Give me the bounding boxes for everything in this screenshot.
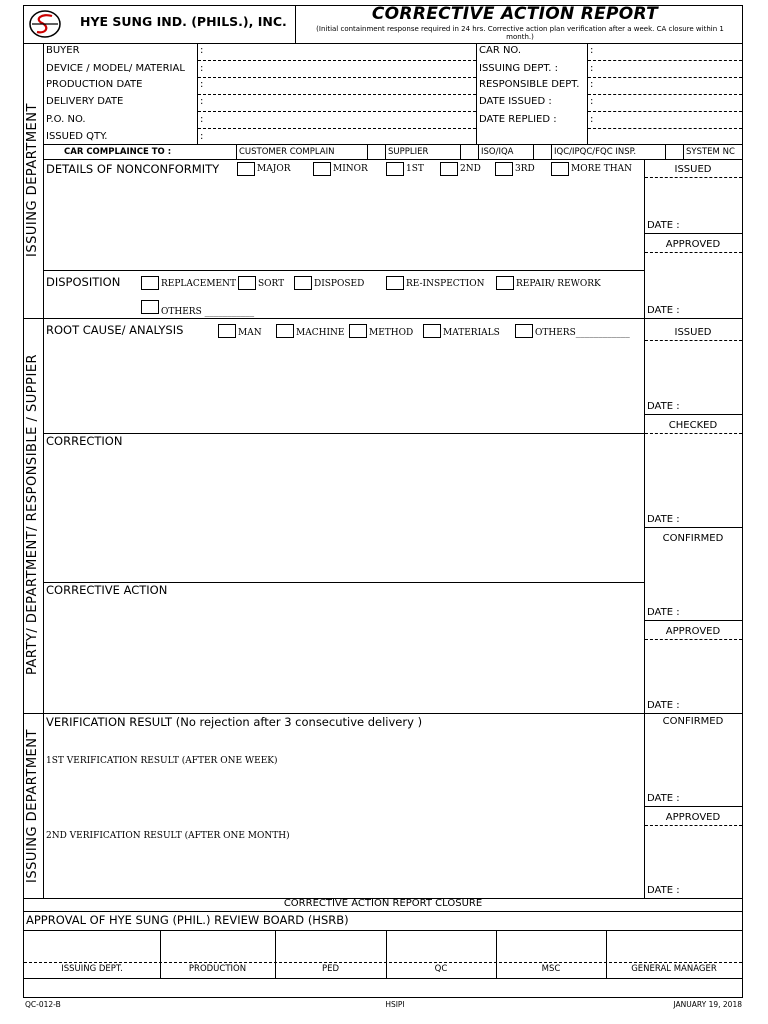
closure-title: CORRECTIVE ACTION REPORT CLOSURE [283, 898, 483, 909]
date-issued-label: DATE ISSUED : [479, 96, 552, 107]
disposed-checkbox[interactable] [294, 276, 312, 290]
po-no-field[interactable] [198, 128, 476, 129]
third-checkbox[interactable] [495, 162, 513, 176]
general-manager-signature[interactable]: GENERAL MANAGER [631, 964, 717, 974]
checked-signoff-label: CHECKED [668, 420, 718, 431]
date-replied-label: DATE REPLIED : [479, 114, 557, 125]
car-no-field[interactable] [588, 60, 742, 61]
iqc-ipqc-fqc-option[interactable]: IQC/IPQC/FQC INSP. [554, 147, 637, 157]
confirmed-signoff-label: CONFIRMED [662, 716, 724, 727]
minor-label: MINOR [333, 164, 368, 174]
issuing-department-side-label: ISSUING DEPARTMENT [25, 103, 40, 257]
replacement-label: REPLACEMENT [161, 279, 236, 289]
nonconformity-title: DETAILS OF NONCONFORMITY [46, 162, 220, 176]
correction-title: CORRECTION [46, 434, 123, 448]
materials-checkbox[interactable] [423, 324, 441, 338]
root-cause-title: ROOT CAUSE/ ANALYSIS [46, 323, 184, 337]
device-field[interactable] [198, 77, 476, 78]
supplier-option[interactable]: SUPPLIER [388, 147, 429, 157]
system-nc-option[interactable]: SYSTEM NC [686, 147, 735, 157]
logo-icon [28, 9, 62, 39]
revision-date: JANUARY 19, 2018 [673, 1000, 742, 1009]
more-than-checkbox[interactable] [551, 162, 569, 176]
colon: : [200, 79, 204, 90]
re-inspection-label: RE-INSPECTION [406, 279, 485, 289]
second-label: 2ND [460, 164, 481, 174]
man-checkbox[interactable] [218, 324, 236, 338]
date-label: DATE : [647, 885, 680, 896]
sort-checkbox[interactable] [238, 276, 256, 290]
responsible-dept-label: RESPONSIBLE DEPT. [479, 79, 580, 90]
first-label: 1ST [406, 164, 424, 174]
others-label: OTHERS ___________ [161, 307, 255, 317]
responsible-party-side-label: PARTY/ DEPARTMENT/ RESPONSIBLE / SUPPIER [25, 353, 40, 675]
date-label: DATE : [647, 220, 680, 231]
more-than-label: MORE THAN [571, 164, 633, 174]
second-checkbox[interactable] [440, 162, 458, 176]
colon: : [590, 114, 594, 125]
buyer-label: BUYER [46, 45, 80, 56]
date-issued-field[interactable] [588, 111, 742, 112]
production-signature[interactable]: PRODUCTION [188, 964, 247, 974]
colon: : [200, 96, 204, 107]
responsible-dept-field[interactable] [588, 94, 742, 95]
others-checkbox[interactable] [515, 324, 533, 338]
method-checkbox[interactable] [349, 324, 367, 338]
repair-rework-checkbox[interactable] [496, 276, 514, 290]
first-verification-area[interactable] [44, 770, 644, 825]
colon: : [200, 114, 204, 125]
issuing-dept-label: ISSUING DEPT. : [479, 63, 559, 74]
issued-signoff-label: ISSUED [674, 327, 712, 338]
review-board-title: APPROVAL OF HYE SUNG (PHIL.) REVIEW BOARD (HSRB) [26, 913, 349, 927]
others-checkbox[interactable] [141, 300, 159, 314]
nonconformity-details-area[interactable] [44, 180, 644, 270]
disposition-title: DISPOSITION [46, 275, 121, 289]
second-verification-label: 2ND VERIFICATION RESULT (AFTER ONE MONTH) [46, 831, 290, 841]
production-date-label: PRODUCTION DATE [46, 79, 143, 90]
date-label: DATE : [647, 401, 680, 412]
date-label: DATE : [647, 700, 680, 711]
date-label: DATE : [647, 514, 680, 525]
re-inspection-checkbox[interactable] [386, 276, 404, 290]
colon: : [590, 79, 594, 90]
issued-signoff-label: ISSUED [674, 164, 712, 175]
issuing-dept-field[interactable] [588, 77, 742, 78]
corrective-action-area[interactable] [44, 600, 644, 713]
date-label: DATE : [647, 305, 680, 316]
colon: : [590, 63, 594, 74]
approved-signoff-label: APPROVED [665, 626, 721, 637]
confirmed-signoff-label: CONFIRMED [662, 533, 724, 544]
repair-rework-label: REPAIR/ REWORK [516, 279, 601, 289]
replacement-checkbox[interactable] [141, 276, 159, 290]
third-label: 3RD [515, 164, 535, 174]
car-no-label: CAR NO. [479, 45, 522, 56]
colon: : [200, 131, 204, 142]
materials-label: MATERIALS [443, 328, 500, 338]
company-logo [28, 9, 62, 39]
colon: : [200, 63, 204, 74]
colon: : [590, 45, 594, 56]
corrective-action-title: CORRECTIVE ACTION [46, 583, 168, 597]
issuing-department-side-label: ISSUING DEPARTMENT [25, 729, 40, 883]
machine-checkbox[interactable] [276, 324, 294, 338]
disposed-label: DISPOSED [314, 279, 365, 289]
man-label: MAN [238, 328, 262, 338]
iso-iqa-option[interactable]: ISO/IQA [481, 147, 514, 157]
car-compliance-label: CAR COMPLAINCE TO : [64, 147, 172, 157]
device-label: DEVICE / MODEL/ MATERIAL [46, 63, 185, 74]
delivery-date-label: DELIVERY DATE [46, 96, 124, 107]
minor-checkbox[interactable] [313, 162, 331, 176]
production-date-field[interactable] [198, 94, 476, 95]
report-title: CORRECTIVE ACTION REPORT [371, 4, 659, 24]
colon: : [590, 96, 594, 107]
root-cause-area[interactable] [44, 342, 644, 433]
major-checkbox[interactable] [237, 162, 255, 176]
ped-signature[interactable]: PED [321, 964, 340, 974]
issuing-dept-signature[interactable]: ISSUING DEPT. [61, 964, 123, 974]
issued-qty-label: ISSUED QTY. [46, 131, 108, 142]
second-verification-area[interactable] [44, 845, 644, 895]
colon: : [200, 45, 204, 56]
verification-title: VERIFICATION RESULT (No rejection after 3 consecutive delivery ) [46, 715, 423, 729]
customer-complain-option[interactable]: CUSTOMER COMPLAIN [239, 147, 335, 157]
qc-signature[interactable]: QC [434, 964, 448, 974]
company-code: HSIPI [385, 1000, 405, 1009]
date-label: DATE : [647, 607, 680, 618]
po-no-label: P.O. NO. [46, 114, 86, 125]
correction-area[interactable] [44, 450, 644, 582]
msc-signature[interactable]: MSC [541, 964, 561, 974]
approved-signoff-label: APPROVED [665, 812, 721, 823]
sort-label: SORT [258, 279, 285, 289]
machine-label: MACHINE [296, 328, 345, 338]
first-checkbox[interactable] [386, 162, 404, 176]
approved-signoff-label: APPROVED [665, 239, 721, 250]
method-label: METHOD [369, 328, 414, 338]
major-label: MAJOR [257, 164, 291, 174]
buyer-field[interactable] [198, 60, 476, 61]
report-note: (Initial containment response required in 24 hrs. Corrective action plan verification after a week. CA closure within 1 month.) [316, 25, 724, 41]
company-name: HYE SUNG IND. (PHILS.), INC. [80, 14, 287, 29]
delivery-date-field[interactable] [198, 111, 476, 112]
date-replied-field[interactable] [588, 128, 742, 129]
first-verification-label: 1ST VERIFICATION RESULT (AFTER ONE WEEK) [46, 756, 278, 766]
others-label: OTHERS____________ [535, 328, 630, 338]
form-code: QC-012-B [25, 1000, 61, 1009]
date-label: DATE : [647, 793, 680, 804]
